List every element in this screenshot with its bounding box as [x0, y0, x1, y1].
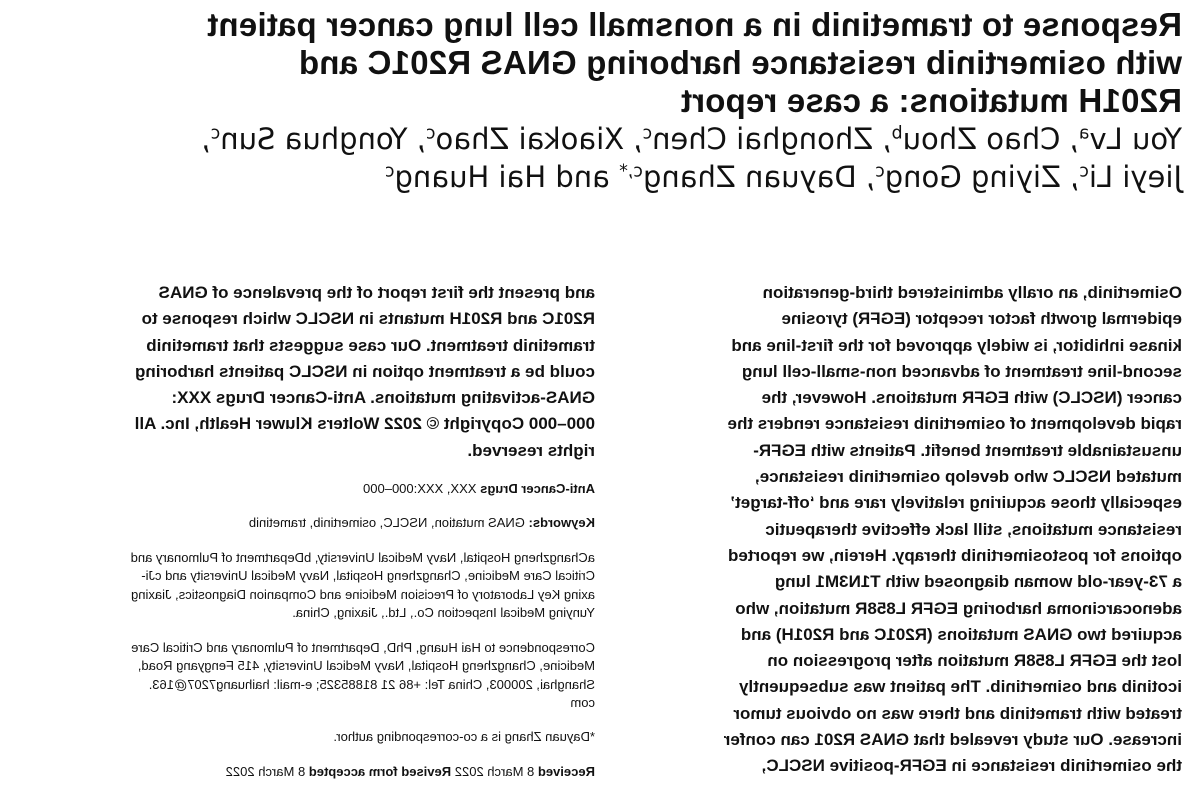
abstract-line: a 73-year-old woman diagnosed with T1N3M1 lung [774, 572, 1182, 592]
author-affiliation-mark: b [891, 123, 903, 144]
journal-volume: XXX, XXX [417, 481, 477, 497]
author-affiliation-mark: a [1078, 123, 1090, 144]
author-name: Xiaokai Zhao [435, 122, 625, 156]
journal-reference [15, 480, 595, 498]
abstract-line: mutated NSCLC who develop osimertinib resistance, [755, 467, 1182, 487]
abstract-continuation-line: and present the first report of the prevalence of GNAS [158, 283, 595, 302]
affiliations [15, 549, 595, 623]
abstract-line: second-line treatment of advanced non-small-cell lung [741, 361, 1182, 381]
abstract-continuation-line: trametinib treatment. Our case suggests that trametinib [146, 335, 595, 355]
author-name: Zhonghai Chen [652, 122, 874, 156]
author-separator: , [873, 122, 892, 156]
abstract-line: options for postosimertinib therapy. Herein, we reported [727, 545, 1182, 565]
journal-pages: :000–000 [363, 481, 418, 497]
abstract-continuation-line: R201C and R201H mutants in NSCLC which response to [141, 309, 595, 329]
author-affiliation-mark: c [425, 123, 436, 144]
author-affiliation-mark: c [384, 161, 395, 182]
abstract-continuation-line: GNAS-activating mutations. Anti-Cancer Drugs XXX: [171, 388, 595, 408]
author-name: Ziying Gong [884, 160, 1061, 194]
article-title-line-1: Response to trametinib in a nonsmall cell lung cancer patient [207, 6, 1182, 43]
author-name: Yonghua Sun [220, 122, 408, 156]
abstract-line: Osimertinib, an orally administered third-generation [762, 283, 1182, 302]
abstract-continuation-line: could be a treatment option in NSCLC patients harboring [135, 361, 595, 381]
author-separator: , [201, 122, 211, 156]
abstract-line: icotinib and osimertinib. The patient was subsequently [738, 677, 1182, 697]
author-list-line-1 [32, 120, 1182, 158]
affiliation-line: aChangzheng Hospital, Navy Medical University, bDepartment of Pulmonary and [130, 550, 595, 566]
journal-name: Anti-Cancer Drugs [480, 481, 595, 497]
author-affiliation-mark: c [1079, 161, 1089, 182]
author-affiliation-mark: c,* [619, 161, 643, 182]
affiliation-line: Critical Care Medicine, Changzheng Hospital, Navy Medical University and cJi- [141, 568, 595, 584]
article-title-line-3: R201H mutations: a case report [680, 82, 1182, 119]
author-affiliation-mark: c [642, 123, 653, 144]
affiliation-line: Yunying Medical Inspection Co., Ltd., Jiaxing, China. [292, 605, 595, 621]
author-separator: , [856, 160, 876, 194]
author-name: Dayuan Zhang [642, 160, 857, 194]
author-separator: and [546, 160, 620, 194]
affiliation-line: axing Key Laboratory of Precision Medicine and Companion Diagnostics, Jiaxing [131, 586, 595, 602]
abstract-line: unsustainable treatment benefit. Patients with EGFR- [753, 440, 1182, 460]
abstract-line: epidermal growth factor receptor (EGFR) tyrosine [781, 309, 1182, 329]
author-affiliation-mark: c [210, 123, 221, 144]
abstract-line: increase. Our study revealed that GNAS R201 can confer [723, 730, 1182, 750]
abstract-line: cancer (NSCLC) with EGFR mutations. However, the [761, 388, 1182, 408]
keywords [15, 514, 595, 532]
co-corresponding-note: *Dayuan Zhang is a co-corresponding author. [333, 729, 595, 745]
author-name: Chao Zhou [902, 122, 1061, 156]
abstract-line: resistance mutations, still lack effective therapeutic [765, 519, 1182, 539]
revised-label: Revised form accepted [308, 763, 452, 779]
abstract-line: the osimertinib resistance in EGFR-positive NSCLC, [761, 756, 1182, 776]
abstract-line: acquired two GNAS mutations (R201C and R201H) and [740, 624, 1182, 644]
abstract-line: lost the EGFR L858R mutation after progression on [767, 651, 1182, 671]
abstract-line: rapid development of osimertinib resistance renders the [727, 414, 1182, 434]
keywords-text: GNAS mutation, NSCLC, osimertinib, trametinib [248, 515, 525, 531]
author-affiliation-mark: c [875, 161, 885, 182]
author-list-line-2 [32, 158, 1182, 196]
abstract-line: kinase inhibitor, is widely approved for the first-line and [731, 335, 1182, 355]
abstract-line: especially those acquiring relatively rare and ‘off-target’ [730, 493, 1182, 513]
abstract-continuation-line: 000–000 Copyright © 2022 Wolters Kluwer Health, Inc. All [134, 414, 595, 434]
abstract-line: treated with trametinib and there was no obvious tumor [733, 703, 1182, 723]
correspondence-line: Shanghai, 200003, China Tel: +86 21 81885325; e-mail: haihuang7207@163. [148, 676, 595, 692]
abstract-column [654, 280, 1182, 780]
correspondence [15, 639, 595, 713]
author-name: Hai Huang [394, 160, 547, 194]
author-separator: , [1060, 160, 1080, 194]
correspondence-line: Correspondence to Hai Huang, PhD, Department of Pulmonary and Critical Care [131, 639, 595, 655]
received-date: 8 March 2022 [454, 763, 535, 779]
header-block [32, 6, 1182, 196]
revised-date: 8 March 2022 [225, 763, 306, 779]
author-separator: , [407, 122, 426, 156]
received-label: Received [537, 763, 595, 779]
article-title-line-2: with osimertinib resistance harboring GNAS R201C and [298, 44, 1182, 81]
correspondence-line: com [570, 694, 595, 710]
abstract-line: adenocarcinoma harboring EGFR L858R mutation, who [735, 598, 1182, 618]
keywords-label: Keywords: [528, 515, 595, 531]
abstract-continuation-line: rights reserved. [467, 440, 595, 460]
author-separator: , [624, 122, 643, 156]
correspondence-line: Medicine, Changzheng Hospital, Navy Medical University, 415 Fengyang Road, [137, 658, 595, 674]
author-name: You Lv [1089, 122, 1182, 156]
article-dates [15, 763, 595, 781]
author-name: Jieyi Li [1088, 160, 1182, 194]
abstract-continuation-column [15, 280, 595, 781]
author-separator: , [1060, 122, 1079, 156]
